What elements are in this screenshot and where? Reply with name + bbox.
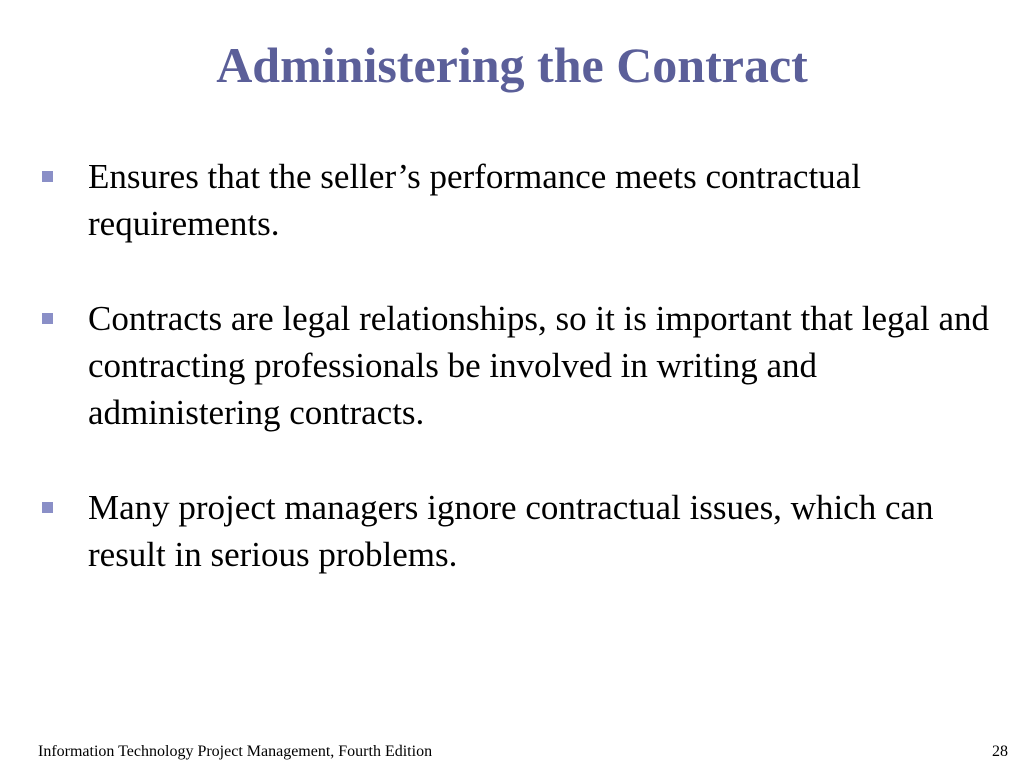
bullet-item bbox=[38, 153, 998, 247]
footer-page-number: 28 bbox=[992, 743, 1008, 760]
bullet-list bbox=[38, 153, 998, 626]
bullet-text: Many project managers ignore contractual issues, which can result in serious problems. bbox=[88, 488, 934, 574]
bullet-text: Ensures that the seller’s performance meets contractual requirements. bbox=[88, 157, 861, 243]
bullet-text: Contracts are legal relationships, so it is important that legal and contracting professionals be involved in writing and administering contracts. bbox=[88, 299, 990, 432]
footer-book-title: Information Technology Project Management, Fourth Edition bbox=[38, 743, 433, 760]
bullet-item bbox=[38, 295, 998, 436]
slide-title: Administering the Contract bbox=[216, 37, 808, 93]
bullet-item bbox=[38, 484, 998, 578]
square-bullet-icon bbox=[42, 313, 53, 324]
square-bullet-icon bbox=[42, 502, 53, 513]
square-bullet-icon bbox=[42, 171, 53, 182]
